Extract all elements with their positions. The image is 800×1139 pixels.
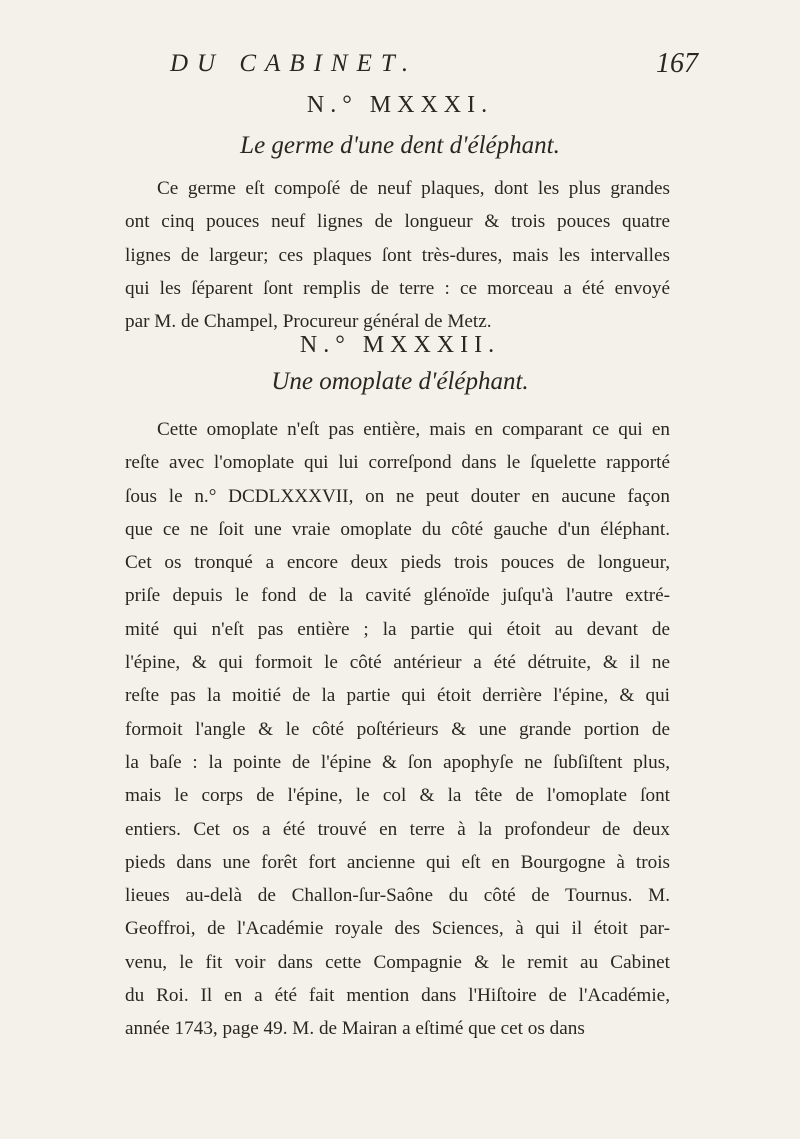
entry-title: Le germe d'une dent d'éléphant. (240, 132, 560, 159)
paragraph-line: la baſe : la pointe de l'épine & ſon apophyſe ne ſubſiſtent plus, (125, 751, 670, 773)
entry-number: N.° MXXXI. (306, 92, 494, 118)
paragraph-line: mais le corps de l'épine, le col & la tête de l'omoplate ſont (125, 785, 670, 807)
paragraph-line: l'épine, & qui formoit le côté antérieur a été détruite, & il ne (125, 652, 670, 674)
paragraph-line: lignes de largeur; ces plaques ſont très-dures, mais les intervalles (125, 244, 670, 266)
paragraph-line: entiers. Cet os a été trouvé en terre à la profondeur de deux (125, 818, 670, 840)
entry-number: N.° MXXXII. (299, 332, 501, 358)
entry-paragraph (125, 413, 670, 1046)
entry-title: Une omoplate d'éléphant. (271, 368, 529, 395)
paragraph-line: que ce ne ſoit une vraie omoplate du côté gauche d'un éléphant. (125, 518, 670, 540)
paragraph-line: ont cinq pouces neuf lignes de longueur & trois pouces quatre (125, 211, 670, 233)
paragraph-line: Cette omoplate n'eſt pas entière, mais en comparant ce qui en (157, 419, 670, 440)
entry-paragraph (125, 172, 670, 338)
paragraph-line: ſous le n.° DCDLXXXVII, on ne peut douter en aucune façon (125, 485, 670, 507)
paragraph-line: formoit l'angle & le côté poſtérieurs & une grande portion de (125, 718, 670, 740)
paragraph-line: année 1743, page 49. M. de Mairan a eſtimé que cet os dans (125, 1018, 585, 1040)
paragraph-line: reſte avec l'omoplate qui lui correſpond dans le ſquelette rapporté (125, 452, 670, 474)
running-head: DU CABINET. (170, 50, 418, 77)
paragraph-line: qui les ſéparent ſont remplis de terre : ce morceau a été envoyé (125, 277, 670, 299)
paragraph-line: priſe depuis le fond de la cavité glénoïde juſqu'à l'autre extré- (125, 585, 670, 607)
paragraph-line: mité qui n'eſt pas entière ; la partie qui étoit au devant de (125, 618, 670, 640)
paragraph-line: reſte pas la moitié de la partie qui étoit derrière l'épine, & qui (125, 685, 670, 707)
paragraph-line: pieds dans une forêt fort ancienne qui eſt en Bourgogne à trois (125, 851, 670, 873)
paragraph-line: venu, le fit voir dans cette Compagnie & le remit au Cabinet (125, 951, 670, 973)
paragraph-line: Ce germe eſt compoſé de neuf plaques, dont les plus grandes (157, 178, 670, 199)
paragraph-line: du Roi. Il en a été fait mention dans l'Hiſtoire de l'Académie, (125, 985, 670, 1007)
paragraph-line: Geoffroi, de l'Académie royale des Sciences, à qui il étoit par- (125, 918, 670, 940)
page-number: 167 (656, 48, 698, 79)
paragraph-line: lieues au-delà de Challon-ſur-Saône du côté de Tournus. M. (125, 885, 670, 907)
paragraph-line: Cet os tronqué a encore deux pieds trois pouces de longueur, (125, 552, 670, 574)
paragraph-line: par M. de Champel, Procureur général de Metz. (125, 311, 492, 333)
